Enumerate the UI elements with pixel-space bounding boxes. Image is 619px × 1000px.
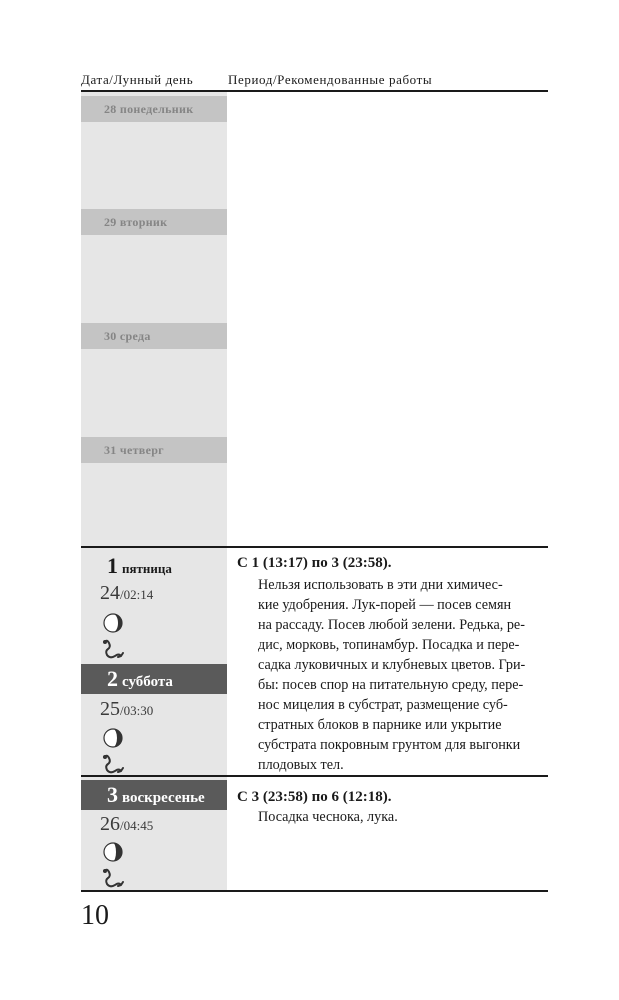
date-bar-29: 29 вторник — [81, 209, 227, 235]
date-bar-30: 30 среда — [81, 323, 227, 349]
lunar-day-time: 04:45 — [123, 818, 154, 833]
day-header-3 — [81, 780, 227, 810]
lunar-day-3: 26/04:45 — [100, 813, 154, 835]
bottom-rule — [81, 890, 548, 892]
section-divider — [81, 775, 548, 777]
period-text-2: Посадка чеснока, лука. — [258, 809, 398, 825]
lunar-day-1: 24/02:14 — [100, 582, 154, 604]
lunar-day-2: 25/03:30 — [100, 698, 154, 720]
lunar-day-number: 25 — [100, 698, 120, 720]
date-bar-28: 28 понедельник — [81, 96, 227, 122]
period-text-1: Нельзя использовать в эти дни химичес- кие удобрения. Лук-порей — посев семян на рассаду. Посев любой зелени. Редька, ре- дис, морковь, топинамбур. Посадка и пере- садка луковичных и клубневых цветов. Гри- бы: посев спор на питательную среду, пере- нос мицелия в субстрат, размещение суб- стратных блоков в парнике или укрытие субстрата покровным грунтом для выгонки плодовых тел. — [258, 577, 526, 773]
lunar-day-time: 03:30 — [123, 703, 154, 718]
day-header-2 — [81, 664, 227, 694]
date-bar-31: 31 четверг — [81, 437, 227, 463]
moon-phase-icon — [101, 840, 125, 864]
day-number: 1 — [107, 553, 118, 578]
page-number: 10 — [81, 900, 109, 931]
scorpio-icon — [101, 866, 125, 890]
column-header — [81, 70, 548, 92]
day-weekday: пятница — [122, 561, 172, 576]
header-period-column: Период/Рекомендованные работы — [228, 72, 433, 87]
scorpio-icon — [101, 637, 125, 661]
moon-phase-icon — [101, 726, 125, 750]
section-divider — [81, 546, 548, 548]
lunar-day-number: 26 — [100, 813, 120, 835]
scorpio-icon — [101, 752, 125, 776]
header-date-column: Дата/Лунный день — [81, 72, 194, 87]
lunar-day-time: 02:14 — [123, 587, 154, 602]
day-number: 3 — [107, 782, 118, 807]
day-number: 2 — [107, 666, 118, 691]
period-title-1: С 1 (13:17) по 3 (23:58). — [237, 555, 392, 571]
day-weekday: воскресенье — [122, 790, 205, 806]
moon-phase-icon — [101, 611, 125, 635]
period-title-2: С 3 (23:58) по 6 (12:18). — [237, 789, 392, 805]
lunar-day-number: 24 — [100, 582, 120, 604]
day-weekday: суббота — [122, 674, 173, 690]
empty-days-column — [81, 92, 227, 547]
day-header-1 — [81, 550, 227, 580]
